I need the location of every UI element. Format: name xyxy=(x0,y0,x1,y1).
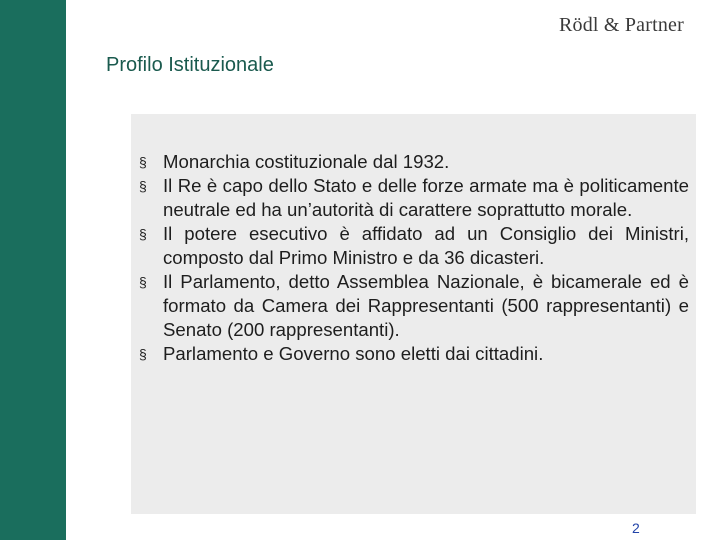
bullet-text: Il Re è capo dello Stato e delle forze armate ma è politicamente neutrale ed ha un’autorità di carattere soprattutto morale. xyxy=(163,175,689,220)
bullet-item xyxy=(139,174,689,222)
left-accent-bar xyxy=(0,0,66,540)
bullet-text: Parlamento e Governo sono eletti dai cittadini. xyxy=(163,343,544,364)
bullet-text: Il Parlamento, detto Assemblea Nazionale, è bicamerale ed è formato da Camera dei Rappresentanti (500 rappresentanti) e Senato (200 rappresentanti). xyxy=(163,271,689,340)
bullet-text: Il potere esecutivo è affidato ad un Consiglio dei Ministri, composto dal Primo Ministro e da 36 dicasteri. xyxy=(163,223,689,268)
bullet-marker-icon: § xyxy=(139,226,147,242)
bullet-marker-icon: § xyxy=(139,274,147,290)
bullet-item xyxy=(139,150,689,174)
page-number: 2 xyxy=(632,520,640,536)
bullet-item xyxy=(139,270,689,342)
company-logo: Rödl & Partner xyxy=(558,14,684,36)
bullet-text: Monarchia costituzionale dal 1932. xyxy=(163,151,450,172)
bullet-marker-icon: § xyxy=(139,346,147,362)
bullet-item xyxy=(139,222,689,270)
bullet-marker-icon: § xyxy=(139,154,147,170)
slide-title: Profilo Istituzionale xyxy=(106,54,274,76)
bullet-marker-icon: § xyxy=(139,178,147,194)
bullet-list xyxy=(139,150,689,366)
bullet-item xyxy=(139,342,689,366)
